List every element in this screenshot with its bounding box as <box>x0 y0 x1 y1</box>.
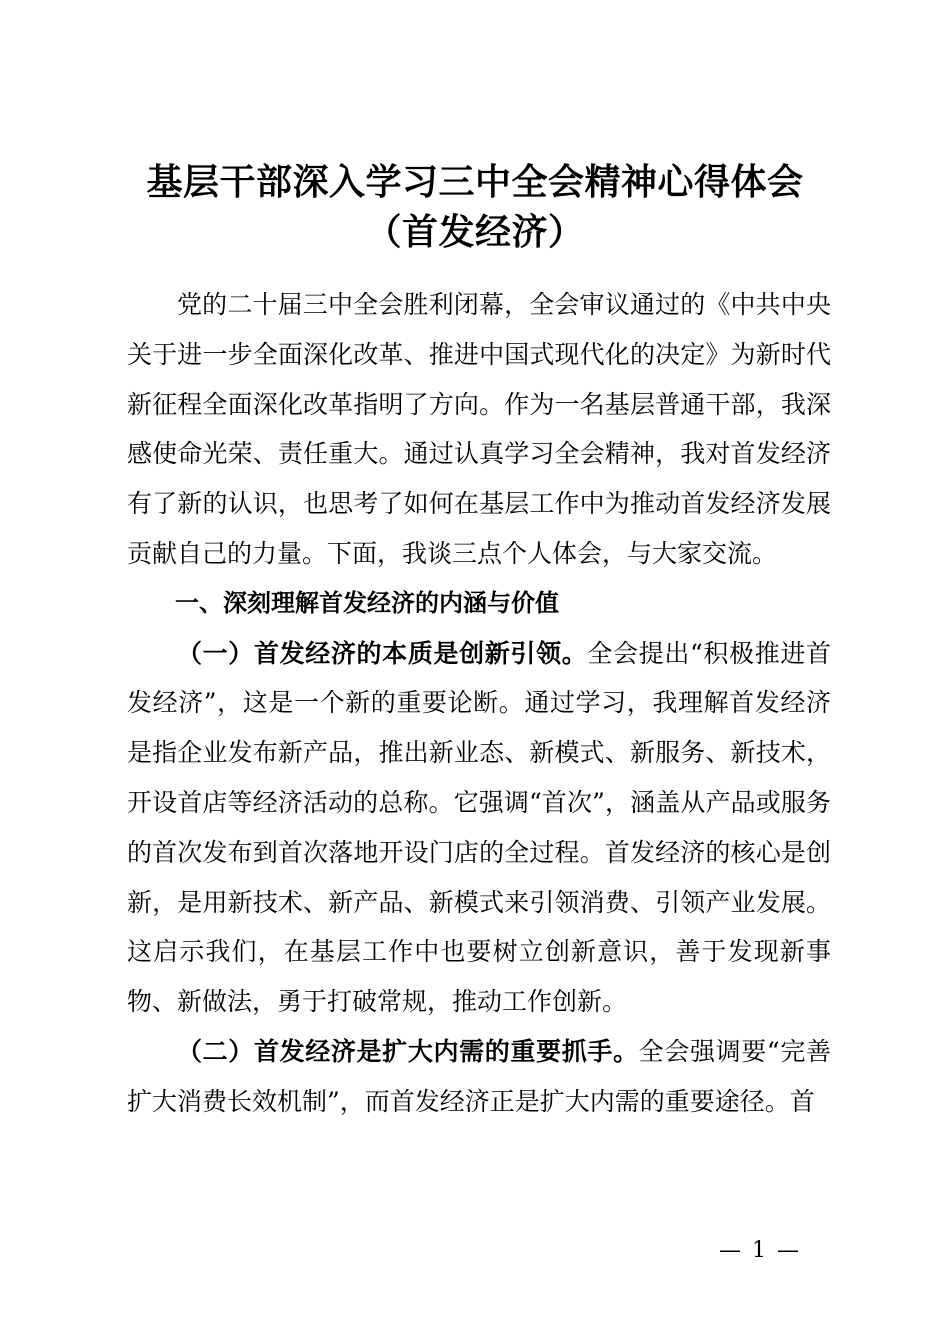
intro-paragraph: 党的二十届三中全会胜利闭幕，全会审议通过的《中共中央关于进一步全面深化改革、推进中国式现代化的决定》为新时代新征程全面深化改革指明了方向。作为一名基层普通干部，我深感使命光荣、责任重大。通过认真学习全会精神，我对首发经济有了新的认识，也思考了如何在基层工作中为推动首发经济发展贡献自己的力量。下面，我谈三点个人体会，与大家交流。 <box>127 290 831 568</box>
subsection-paragraph-1 <box>127 629 831 1027</box>
subsection-lead-2: （二）首发经济是扩大内需的重要抓手。 <box>177 1036 639 1066</box>
section-heading-1: 一、深刻理解首发经济的内涵与价值 <box>175 588 559 617</box>
document-title: 基层干部深入学习三中全会精神心得体会（首发经济） <box>146 162 804 253</box>
subsection-paragraph-2 <box>127 1027 831 1127</box>
subsection-lead-1: （一）首发经济的本质是创新引领。 <box>177 638 588 668</box>
subsection-text-1: 全会提出“积极推进首发经济”，这是一个新的重要论断。通过学习，我理解首发经济是指企业发布新产品，推出新业态、新模式、新服务、新技术，开设首店等经济活动的总称。它强调“首次”，涵盖从产品或服务的首次发布到首次落地开设门店的全过程。首发经济的核心是创新，是用新技术、新产品、新模式来引领消费、引领产业发展。这启示我们，在基层工作中也要树立创新意识，善于发现新事物、新做法，勇于打破常规，推动工作创新。 <box>127 638 831 1017</box>
subsection-text-2: 全会强调要“完善扩大消费长效机制”，而首发经济正是扩大内需的重要途径。首 <box>127 1036 831 1116</box>
page-number: — 1 — <box>719 1238 801 1263</box>
document-body <box>127 280 831 1127</box>
